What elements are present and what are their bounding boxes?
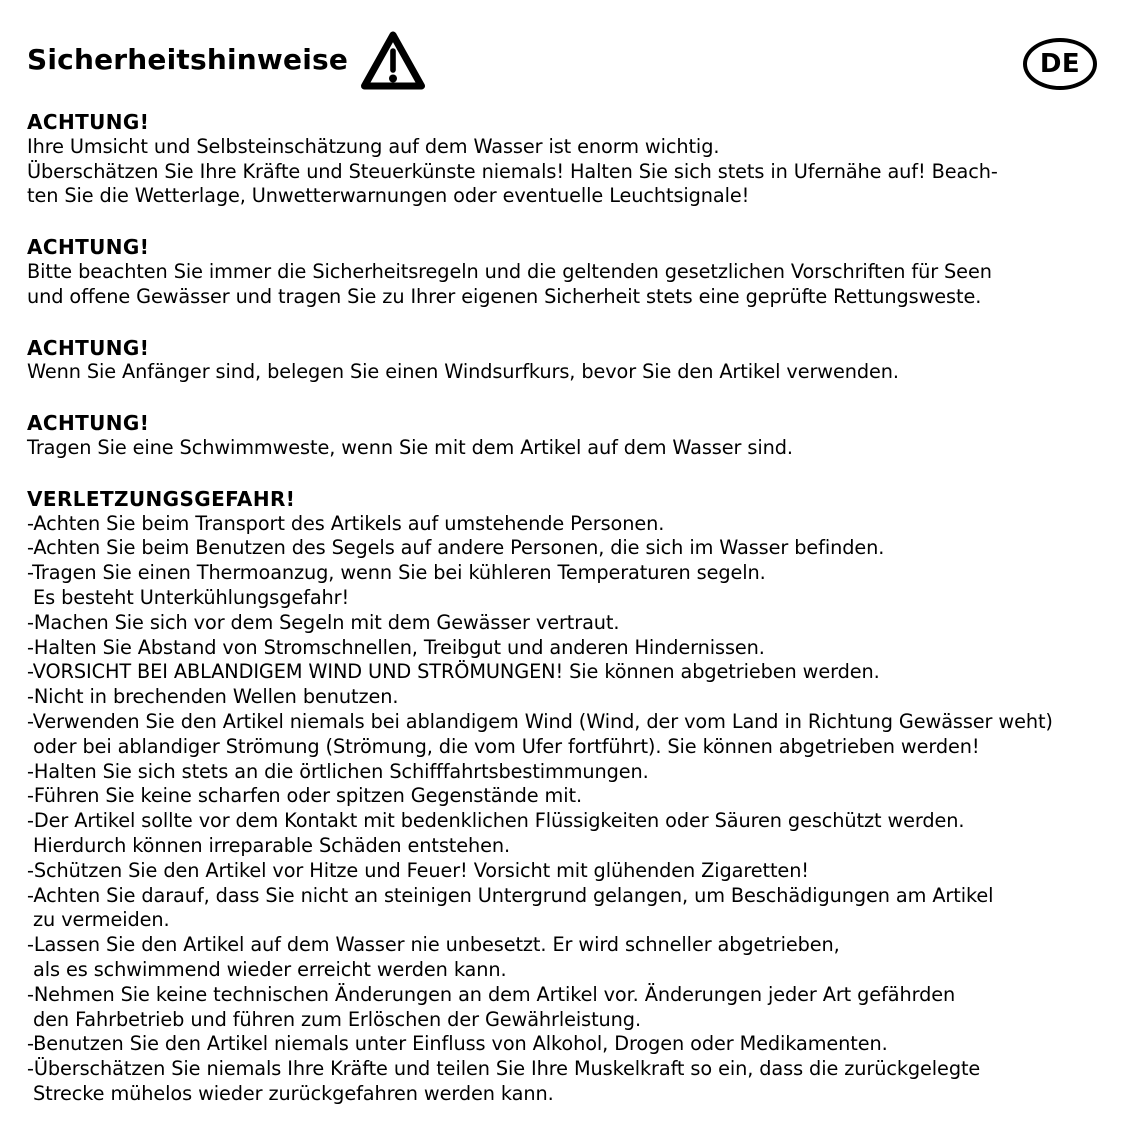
text-line: den Fahrbetrieb und führen zum Erlöschen der Gewährleistung. xyxy=(27,1007,641,1031)
text-line: Ihre Umsicht und Selbsteinschätzung auf dem Wasser ist enorm wichtig. xyxy=(27,134,720,158)
text-line: als es schwimmend wieder erreicht werden kann. xyxy=(27,957,507,981)
text-line: -Führen Sie keine scharfen oder spitzen Gegenstände mit. xyxy=(27,784,582,808)
warning-section xyxy=(27,487,1124,1107)
text-line: -Überschätzen Sie niemals Ihre Kräfte und teilen Sie Ihre Muskelkraft so ein, dass die zurückgelegte xyxy=(27,1057,981,1081)
text-line: -Machen Sie sich vor dem Segeln mit dem Gewässer vertraut. xyxy=(27,610,620,634)
text-line: Bitte beachten Sie immer die Sicherheitsregeln und die geltenden gesetzlichen Vorschriften für Seen xyxy=(27,259,992,283)
text-line: -Benutzen Sie den Artikel niemals unter Einfluss von Alkohol, Drogen oder Medikamenten. xyxy=(27,1032,888,1056)
text-line: -Schützen Sie den Artikel vor Hitze und Feuer! Vorsicht mit glühenden Zigaretten! xyxy=(27,858,809,882)
text-line: Tragen Sie eine Schwimmweste, wenn Sie mit dem Artikel auf dem Wasser sind. xyxy=(27,435,793,459)
text-line: Überschätzen Sie Ihre Kräfte und Steuerkünste niemals! Halten Sie sich stets in Ufernähe auf! Beach- xyxy=(27,159,998,183)
text-line: und offene Gewässer und tragen Sie zu Ihrer eigenen Sicherheit stets eine geprüfte Rettungsweste. xyxy=(27,284,982,308)
page-title: Sicherheitshinweise xyxy=(27,43,349,76)
text-line: -Nehmen Sie keine technischen Änderungen an dem Artikel vor. Änderungen jeder Art gefährden xyxy=(27,982,956,1006)
warning-section xyxy=(27,336,1124,386)
language-badge: DE xyxy=(1023,38,1097,90)
section-heading: ACHTUNG! xyxy=(27,335,150,360)
section-heading: VERLETZUNGSGEFAHR! xyxy=(27,486,296,511)
text-line: Strecke mühelos wieder zurückgefahren werden kann. xyxy=(27,1081,554,1105)
text-line: -Tragen Sie einen Thermoanzug, wenn Sie bei kühleren Temperaturen segeln. xyxy=(27,561,766,585)
section-lines xyxy=(27,135,1124,209)
text-line: -Halten Sie sich stets an die örtlichen Schifffahrtsbestimmungen. xyxy=(27,759,649,783)
section-lines xyxy=(27,436,1124,461)
text-line: -Lassen Sie den Artikel auf dem Wasser nie unbesetzt. Er wird schneller abgetrieben, xyxy=(27,933,840,957)
warning-section xyxy=(27,411,1124,461)
warning-section xyxy=(27,110,1124,209)
text-line: zu vermeiden. xyxy=(27,908,170,932)
text-line: ten Sie die Wetterlage, Unwetterwarnungen oder eventuelle Leuchtsignale! xyxy=(27,184,750,208)
page-header xyxy=(27,26,1097,102)
section-lines xyxy=(27,360,1124,385)
text-line: -Achten Sie beim Benutzen des Segels auf andere Personen, die sich im Wasser befinden. xyxy=(27,536,885,560)
text-line: -Der Artikel sollte vor dem Kontakt mit bedenklichen Flüssigkeiten oder Säuren geschützt werden. xyxy=(27,809,965,833)
section-lines xyxy=(27,260,1124,310)
text-line: -VORSICHT BEI ABLANDIGEM WIND UND STRÖMUNGEN! Sie können abgetrieben werden. xyxy=(27,660,880,684)
text-line: -Halten Sie Abstand von Stromschnellen, Treibgut und anderen Hindernissen. xyxy=(27,635,765,659)
section-heading: ACHTUNG! xyxy=(27,235,150,260)
text-line: Hierdurch können irreparable Schäden entstehen. xyxy=(27,833,511,857)
warning-section xyxy=(27,235,1124,309)
sections xyxy=(27,110,1124,1133)
section-heading: ACHTUNG! xyxy=(27,411,150,436)
text-line: oder bei ablandiger Strömung (Strömung, die vom Ufer fortführt). Sie können abgetrieben werden! xyxy=(27,734,980,758)
text-line: -Achten Sie beim Transport des Artikels auf umstehende Personen. xyxy=(27,511,665,535)
text-line: -Nicht in brechenden Wellen benutzen. xyxy=(27,685,399,709)
text-line: Es besteht Unterkühlungsgefahr! xyxy=(27,585,350,609)
section-lines xyxy=(27,512,1124,1107)
text-line: -Verwenden Sie den Artikel niemals bei ablandigem Wind (Wind, der vom Land in Richtung Gewässer weht) xyxy=(27,709,1053,733)
section-heading: ACHTUNG! xyxy=(27,110,150,134)
warning-triangle-icon xyxy=(359,28,427,102)
text-line: -Achten Sie darauf, dass Sie nicht an steinigen Untergrund gelangen, um Beschädigungen am Artikel xyxy=(27,883,994,907)
text-line: Wenn Sie Anfänger sind, belegen Sie einen Windsurfkurs, bevor Sie den Artikel verwenden. xyxy=(27,360,899,384)
